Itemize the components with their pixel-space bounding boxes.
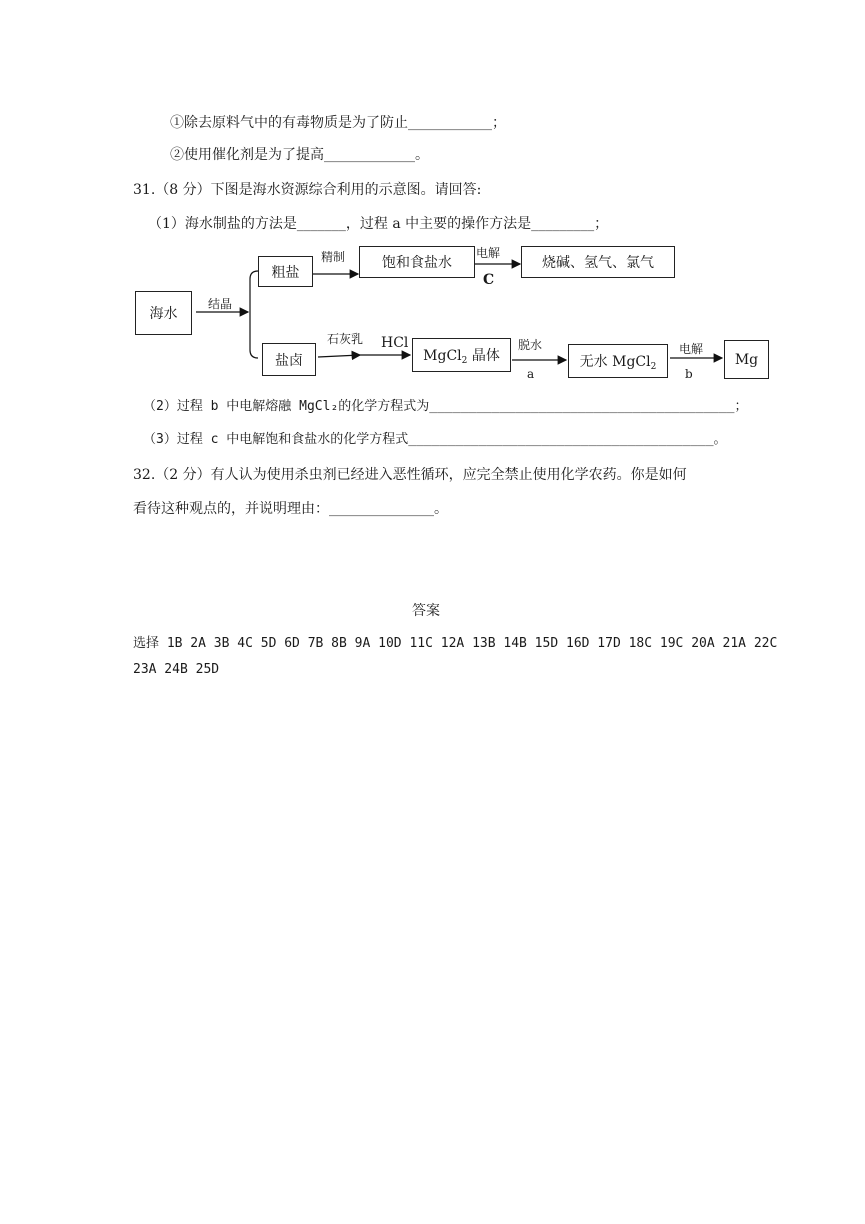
box-bittern: 盐卤 [262,343,316,376]
label-dehydrate: 脱水 [518,338,543,352]
label-a: a [527,367,535,381]
label-electrolysis-b: 电解 [679,342,704,356]
box-mgcl2-crystal: MgCl$_2$ 晶体 [412,338,511,372]
arrow-lime-milk [318,355,360,357]
answer-line-1: 选择 1B 2A 3B 4C 5D 6D 7B 8B 9A 10D 11C 12A 13B 14B 15D 16D 17D 18C 19C 20A 21A 22C [133,636,778,651]
q31-title: 31.（8 分）下图是海水资源综合利用的示意图。请回答: [133,182,482,198]
box-mg: Mg [724,340,769,379]
answer-heading: 答案 [412,603,440,619]
q32-line-2: 看待这种观点的，并说明理由：_______________。 [133,501,448,517]
box-seawater: 海水 [135,291,192,335]
box-crude-salt: 粗盐 [258,256,313,287]
q31-part-2: （2）过程 b 中电解熔融 MgCl₂的化学方程式为_______________________________________； [143,399,748,414]
answer-line-2: 23A 24B 25D [133,662,220,677]
label-b: b [685,367,693,381]
q30-item-2: ②使用催化剂是为了提高_____________。 [170,147,429,163]
q32-line-1: 32.（2 分）有人认为使用杀虫剂已经进入恶性循环，应完全禁止使用化学农药。你是如何 [133,467,687,483]
branch-bracket [250,271,258,358]
label-refine: 精制 [321,250,346,264]
q31-part-1: （1）海水制盐的方法是_______，过程 a 中主要的操作方法是_________； [148,216,609,232]
label-hcl: HCl [381,335,409,351]
label-electrolysis-c: 电解 [476,246,501,260]
label-c: C [483,272,495,288]
q30-item-1: ①除去原料气中的有毒物质是为了防止____________； [170,115,506,131]
label-crystallize: 结晶 [208,297,233,311]
box-saturated-brine: 饱和食盐水 [359,246,475,278]
box-anhydrous-mgcl2: 无水 MgCl$_2$ [568,344,668,378]
q31-part-3: （3）过程 c 中电解饱和食盐水的化学方程式_______________________________________。 [143,432,727,447]
label-lime-milk: 石灰乳 [327,332,364,346]
box-products: 烧碱、氢气、氯气 [521,246,675,278]
